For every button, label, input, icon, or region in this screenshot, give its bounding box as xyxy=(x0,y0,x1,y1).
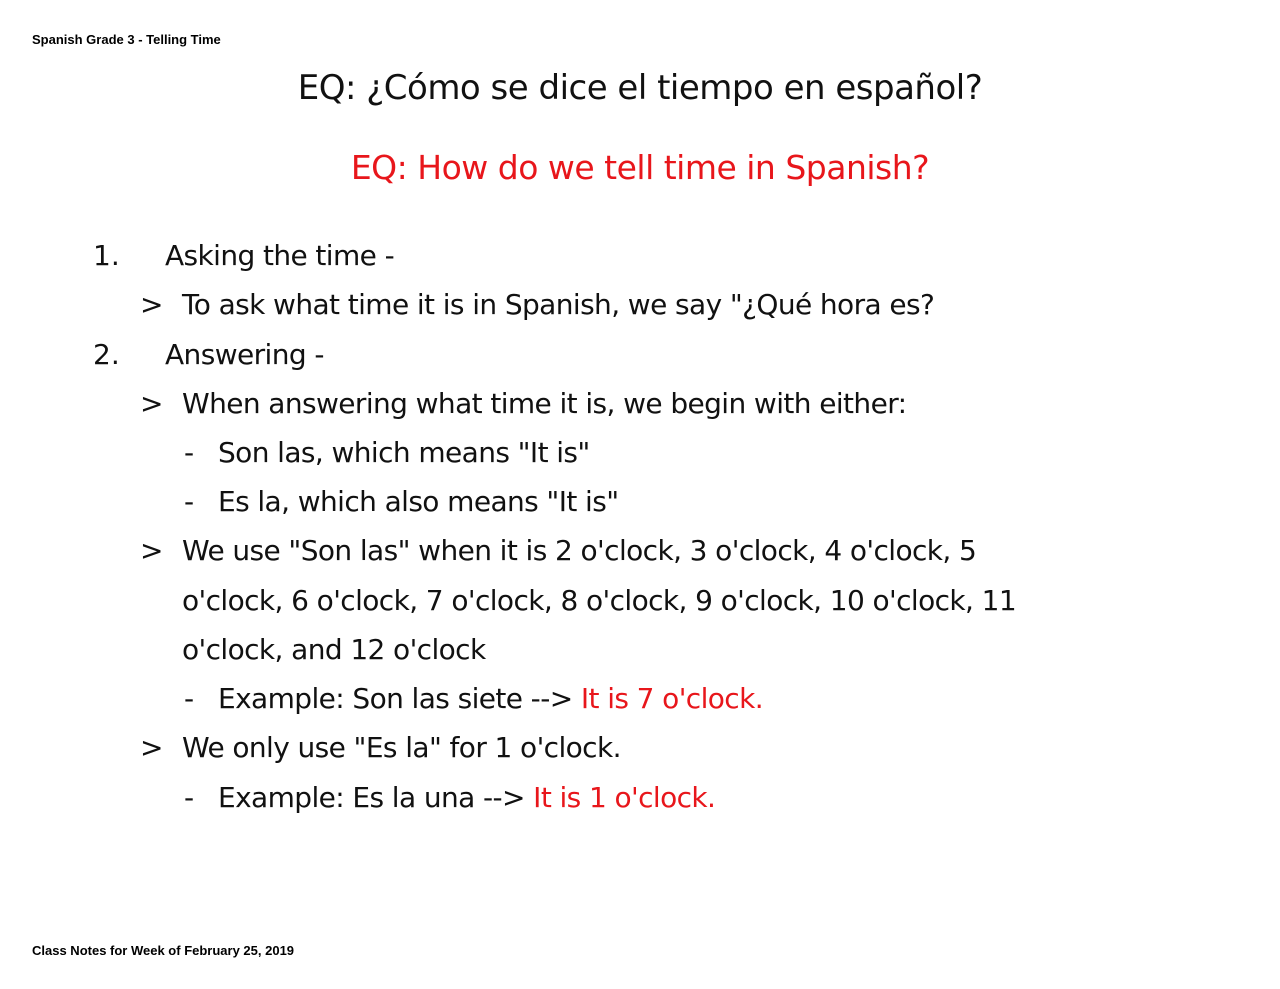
section-number: 1. xyxy=(93,239,120,272)
sub-bullet-marker: - xyxy=(184,485,195,518)
sub-bullet-text: Son las, which means "It is" xyxy=(218,436,590,469)
bullet-text-line: o'clock, and 12 o'clock xyxy=(182,633,486,666)
essential-question-spanish: EQ: ¿Cómo se dice el tiempo en español? xyxy=(297,68,983,108)
sub-bullet-text: Es la, which also means "It is" xyxy=(218,485,619,518)
sub-bullet-marker: - xyxy=(184,436,195,469)
page-header-label: Spanish Grade 3 - Telling Time xyxy=(32,32,221,47)
example-line xyxy=(218,681,763,717)
example-marker: - xyxy=(184,781,195,814)
example-translation: It is 7 o'clock. xyxy=(580,682,764,715)
bullet-marker: > xyxy=(140,534,164,567)
example-text: Example: Es la una --> xyxy=(218,781,534,814)
bullet-text: When answering what time it is, we begin with either: xyxy=(182,387,907,420)
bullet-marker: > xyxy=(140,387,164,420)
bullet-marker: > xyxy=(140,288,164,321)
page-footer-label: Class Notes for Week of February 25, 2019 xyxy=(32,943,295,958)
essential-question-english: EQ: How do we tell time in Spanish? xyxy=(350,148,930,187)
bullet-text: We only use "Es la" for 1 o'clock. xyxy=(182,731,621,764)
bullet-text-line: o'clock, 6 o'clock, 7 o'clock, 8 o'clock, 9 o'clock, 10 o'clock, 11 xyxy=(182,584,1017,617)
bullet-text: To ask what time it is in Spanish, we say "¿Qué hora es? xyxy=(182,288,935,321)
example-marker: - xyxy=(184,682,195,715)
section-heading: Answering - xyxy=(165,338,324,371)
bullet-marker: > xyxy=(140,731,164,764)
bullet-text-line: We use "Son las" when it is 2 o'clock, 3 o'clock, 4 o'clock, 5 xyxy=(182,534,977,567)
section-number: 2. xyxy=(93,338,120,371)
section-heading: Asking the time - xyxy=(165,239,395,272)
example-text: Example: Son las siete --> xyxy=(218,682,581,715)
example-line xyxy=(218,780,715,816)
example-translation: It is 1 o'clock. xyxy=(533,781,716,814)
